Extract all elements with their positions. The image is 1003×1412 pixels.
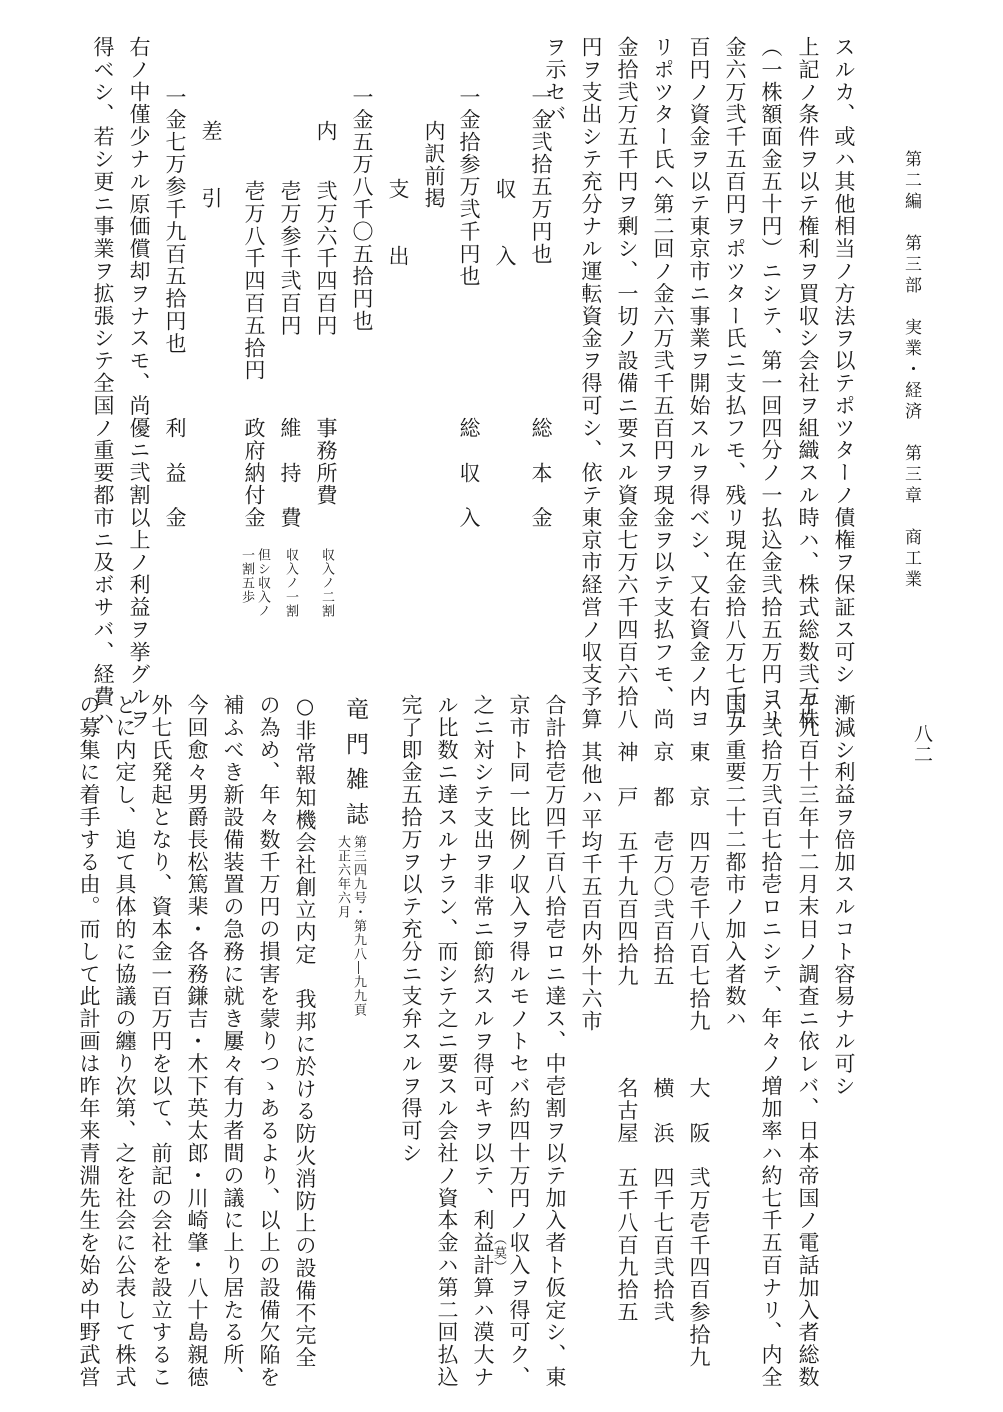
text-line: の募集に着手する由。而して此計画は昨年来青淵先生を始め中野武営 [77, 694, 101, 1389]
income-heading: 収 入 [493, 178, 517, 268]
text-line: とに内定し、追て具体的に協議の纏り次第、之を社会に公表して株式 [113, 694, 137, 1389]
item-note: 収入ノ一割 [283, 548, 298, 618]
profit-amount: 一金七万参千九百五拾円也 [163, 86, 187, 355]
magazine-ref: 第三四九号・第九八―九九頁 [351, 835, 366, 1017]
text-line: 右ノ中僅少ナル原価償却ヲナスモ、尚優ニ弐割以上ノ利益ヲ挙グルヲ [127, 36, 151, 731]
item-label: 政府納付金 [242, 417, 266, 529]
income-amount: 一金拾参万弐千円也 [457, 86, 481, 288]
diff-heading: 差 引 [199, 120, 223, 210]
text-line: ハ弐拾万弐百七拾壱ロニシテ、年々ノ増加率ハ約七千五百ナリ、内全 [759, 694, 783, 1389]
expense-amount: 一金五万八千〇五拾円也 [350, 86, 374, 333]
text-line: 之ニ対シテ支出ヲ非常ニ節約スルヲ得可キヲ以テ、利益計算ハ漠大ナ [471, 694, 495, 1389]
item-amount: 弐万六千四百円 [314, 180, 338, 337]
text-line: ○非常報知機会社創立内定 我邦に於ける防火消防上の設備不完全 [293, 694, 317, 1369]
capital-label: 総 本 金 [529, 417, 553, 529]
others-note: 其他ハ平均千五百内外十六市 [579, 741, 603, 1033]
text-line: 合計拾壱万四千百八拾壱ロニ達ス、中壱割ヲ以テ加入者ト仮定シ、東 [543, 694, 567, 1389]
item-note: 但シ収入ノ [255, 548, 270, 618]
expense-heading: 支 出 [386, 178, 410, 268]
text-line: 金拾弐万五千円ヲ剰シ、一切ノ設備ニ要スル資金七万六千四百六拾八 [615, 36, 639, 731]
text-line: （一株額面金五十円）ニシテ、第一回四分ノ一払込金弐拾五万円ヨリ [759, 36, 783, 731]
capital-amount: 一金弐拾五万円也 [529, 86, 553, 266]
magazine-title: 竜門雑誌 [342, 697, 368, 837]
text-line: 円ヲ支出シテ充分ナル運転資金ヲ得可シ、依テ東京市経営ノ収支予算 [579, 36, 603, 731]
text-line: 京市ト同一比例ノ収入ヲ得ルモノトセバ約四十万円ノ収入ヲ得可ク、 [507, 694, 531, 1389]
text-line: ル比数ニ達スルナラン、而シテ之ニ要スル会社ノ資本金ハ第二回払込 [435, 694, 459, 1389]
income-label: 総 収 入 [457, 417, 481, 529]
city-row: 京 都 壱万〇弐百拾五 横 浜 四千七百弐拾弐 [651, 741, 675, 1324]
text-line: リポツター氏ヘ第二回ノ金六万弐千五百円ヲ現金ヲ以テ支払フモ、尚 [651, 36, 675, 731]
text-line: の為め、年々数千万円の損害を蒙りつゝあるより、以上の設備欠陥を [257, 694, 281, 1389]
item-note: 一割五歩 [239, 548, 254, 604]
text-line: 上記ノ条件ヲ以テ権利ヲ買収シ会社ヲ組織スル時ハ、株式総数弐万株 [796, 36, 820, 731]
city-row: 神 戸 五千九百四拾九 名古屋 五千八百九拾五 [615, 741, 639, 1324]
item-label: 維 持 費 [278, 417, 302, 529]
running-head: 第二編 第三部 実業・経済 第三章 商工業 [901, 150, 921, 591]
item-amount: 壱万八千四百五拾円 [242, 180, 266, 382]
page-number: 八二 [911, 724, 933, 765]
text-line: 完了即金五拾万ヲ以テ充分ニ支弁スルヲ得可シ [399, 694, 423, 1165]
text-line: 得ベシ、若シ更ニ事業ヲ拡張シテ全国ノ重要都市ニ及ボサバ、経費ハ [91, 36, 115, 731]
breakdown-note: 内訳前掲 [422, 120, 446, 210]
text-line: 国ノ重要二十二都市ノ加入者数ハ [723, 694, 747, 1030]
text-line: 今回愈々男爵長松篤棐・各務鎌吉・木下英太郎・川崎肇・八十島親徳 [185, 694, 209, 1389]
text-line: 千九百十三年十二月末日ノ調査ニ依レバ、日本帝国ノ電話加入者総数 [796, 694, 820, 1389]
correction-mark: （莫） [491, 1232, 506, 1274]
text-line: 漸減シ利益ヲ倍加スルコト容易ナル可シ [832, 694, 856, 1098]
magazine-date: 大正六年六月 [335, 835, 350, 919]
item-label: 事務所費 [314, 417, 338, 507]
city-row: 東 京 四万壱千八百七拾九 大 阪 弐万壱千四百参拾九 [687, 741, 711, 1369]
text-line: 百円ノ資金ヲ以テ東京市ニ事業ヲ開始スルヲ得ベシ、又右資金ノ内ヨ [687, 36, 711, 731]
text-line: 外七氏発起となり、資本金一百万円を以て、前記の会社を設立するこ [149, 694, 173, 1389]
profit-label: 利 益 金 [163, 417, 187, 529]
text-line: スルカ、或ハ其他相当ノ方法ヲ以テポツターノ債権ヲ保証ス可シ [832, 36, 856, 686]
text-line: 金六万弐千五百円ヲポツター氏ニ支払フモ、残リ現在金拾八万七千五 [723, 36, 747, 731]
item-prefix: 内 [314, 120, 338, 143]
text-line: 補ふべき新設備装置の急務に就き屢々有力者間の議に上り居たる所、 [221, 694, 245, 1389]
item-amount: 壱万参千弐百円 [278, 180, 302, 337]
item-note: 収入ノ二割 [319, 548, 334, 618]
text-line: ヲ示セバ [543, 36, 567, 126]
